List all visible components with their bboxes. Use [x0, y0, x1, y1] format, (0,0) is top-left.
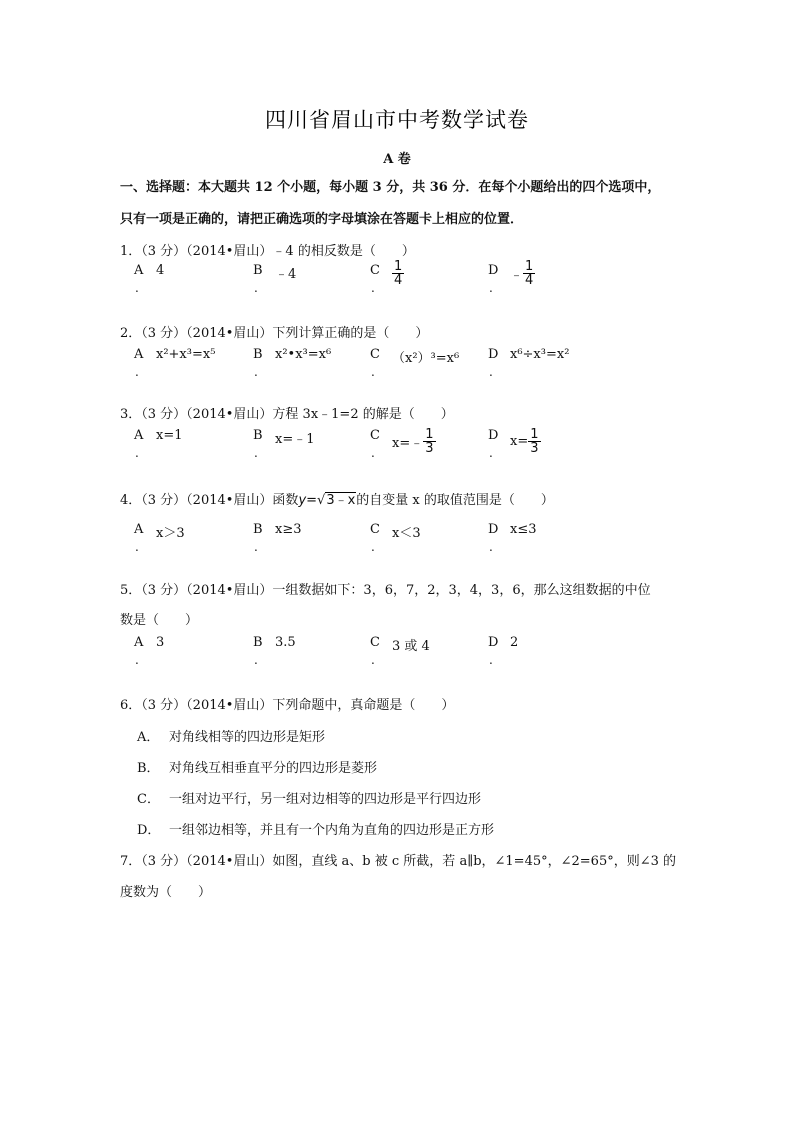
option-value: 3 或 4	[392, 639, 430, 654]
option-value: x≥3	[275, 522, 302, 537]
question-5-stem: 5．（3 分）（2014•眉山）一组数据如下：3，6，7，2，3，4，3，6，那么这组数据的中位	[120, 583, 651, 598]
question-5-stem-cont: 数是（ ）	[120, 613, 199, 628]
option-letter: C	[370, 347, 380, 362]
option-value: 3.5	[275, 635, 296, 650]
question-7-stem-cont: 度数为（ ）	[120, 885, 212, 900]
option-value: ﹣4	[275, 267, 297, 282]
option-dot: .	[254, 365, 258, 379]
option-letter: A	[134, 635, 144, 650]
option-dot: .	[135, 446, 139, 460]
option-value: x=1	[156, 428, 183, 443]
option-value: x=﹣ $\frac{1}{3}$	[392, 427, 434, 456]
fraction: $\frac{1}{3}$	[530, 427, 539, 456]
option-value: 一组对边平行，另一组对边相等的四边形是平行四边形	[169, 792, 482, 807]
question-1-options	[134, 259, 694, 299]
option-letter: B．	[137, 761, 160, 776]
fraction: $\frac{1}{3}$	[425, 427, 434, 456]
section-instructions-line-2: 只有一项是正确的，请把正确选项的字母填涂在答题卡上相应的位置．	[120, 212, 524, 227]
option-dot: .	[254, 281, 258, 295]
option-letter: A	[134, 347, 144, 362]
option-dot: .	[371, 540, 375, 554]
option-letter: D	[488, 635, 499, 650]
option-dot: .	[135, 540, 139, 554]
option-letter: D	[488, 428, 499, 443]
option-value: x≤3	[510, 522, 537, 537]
stem-text: 的自变量 x 的取值范围是（ ）	[356, 493, 554, 508]
option-letter: A	[134, 428, 144, 443]
option-dot: .	[371, 653, 375, 667]
option-dot: .	[135, 365, 139, 379]
option-value: x= $\frac{1}{3}$	[510, 427, 539, 456]
option-letter: C	[370, 635, 380, 650]
sqrt-formula: y=√3﹣x	[298, 493, 356, 508]
option-dot: .	[489, 653, 493, 667]
question-2-options	[134, 347, 694, 383]
option-dot: .	[135, 653, 139, 667]
option-value: 一组邻边相等，并且有一个内角为直角的四边形是正方形	[169, 823, 495, 838]
q6-option-c[interactable]	[137, 788, 481, 807]
option-value: 3	[156, 635, 165, 650]
option-value: x²+x³=x⁵	[156, 347, 216, 362]
option-letter: C	[370, 522, 380, 537]
option-dot: .	[371, 365, 375, 379]
question-1-stem: 1．（3 分）（2014•眉山）﹣4 的相反数是（ ）	[120, 244, 415, 259]
option-letter: B	[253, 263, 263, 278]
question-3-options	[134, 428, 694, 464]
option-dot: .	[489, 281, 493, 295]
option-letter: B	[253, 347, 263, 362]
question-2-stem: 2．（3 分）（2014•眉山）下列计算正确的是（ ）	[120, 326, 429, 341]
option-letter: A．	[137, 730, 160, 745]
option-dot: .	[371, 281, 375, 295]
option-dot: .	[254, 446, 258, 460]
option-dot: .	[135, 281, 139, 295]
question-3-stem: 3．（3 分）（2014•眉山）方程 3x﹣1=2 的解是（ ）	[120, 407, 454, 422]
option-letter: B	[253, 635, 263, 650]
option-letter: D	[488, 522, 499, 537]
option-value	[392, 260, 404, 287]
option-letter: D	[488, 347, 499, 362]
option-letter: D	[488, 263, 499, 278]
question-6-stem: 6．（3 分）（2014•眉山）下列命题中，真命题是（ ）	[120, 698, 455, 713]
option-letter: C．	[137, 792, 160, 807]
option-value: x²•x³=x⁶	[275, 347, 332, 362]
option-value: 对角线相等的四边形是矩形	[169, 730, 326, 745]
fraction: $\frac{1}{4}$	[394, 259, 403, 288]
option-value: x⁶÷x³=x²	[510, 347, 570, 362]
question-4-options	[134, 522, 694, 558]
option-letter: B	[253, 522, 263, 537]
q6-option-b[interactable]	[137, 757, 377, 776]
option-dot: .	[489, 540, 493, 554]
q6-option-d[interactable]	[137, 819, 494, 838]
fraction: $\frac{1}{4}$	[525, 259, 534, 288]
question-4-stem	[120, 489, 690, 508]
question-5-options	[134, 635, 694, 671]
option-value: ﹣ $\frac{1}{4}$	[510, 259, 534, 288]
option-dot: .	[489, 446, 493, 460]
question-7-stem: 7．（3 分）（2014•眉山）如图，直线 a、b 被 c 所截，若 a∥b，∠1=45°，∠2=65°，则∠3 的	[120, 854, 677, 869]
option-dot: .	[489, 365, 493, 379]
option-value: 2	[510, 635, 519, 650]
option-letter: C	[370, 263, 380, 278]
option-letter: D．	[137, 823, 161, 838]
option-value: 4	[156, 263, 165, 278]
option-value: （x²）³=x⁶	[392, 351, 460, 366]
option-letter: A	[134, 522, 144, 537]
option-value: x＜3	[392, 526, 421, 541]
option-letter: B	[253, 428, 263, 443]
option-value: 对角线互相垂直平分的四边形是菱形	[169, 761, 378, 776]
page-title: 四川省眉山市中考数学试卷	[265, 108, 529, 132]
option-value: x＞3	[156, 526, 185, 541]
option-dot: .	[254, 540, 258, 554]
option-dot: .	[254, 653, 258, 667]
section-instructions-line-1: 一、选择题：本大题共 12 个小题，每小题 3 分，共 36 分．在每个小题给出的四个选项中，	[120, 180, 661, 195]
option-dot: .	[371, 446, 375, 460]
option-value: x=﹣1	[275, 432, 315, 447]
option-letter: A	[134, 263, 144, 278]
q6-option-a[interactable]	[137, 726, 325, 745]
option-letter: C	[370, 428, 380, 443]
stem-text: 4．（3 分）（2014•眉山）函数	[120, 493, 299, 508]
section-subtitle: A 卷	[383, 152, 411, 167]
